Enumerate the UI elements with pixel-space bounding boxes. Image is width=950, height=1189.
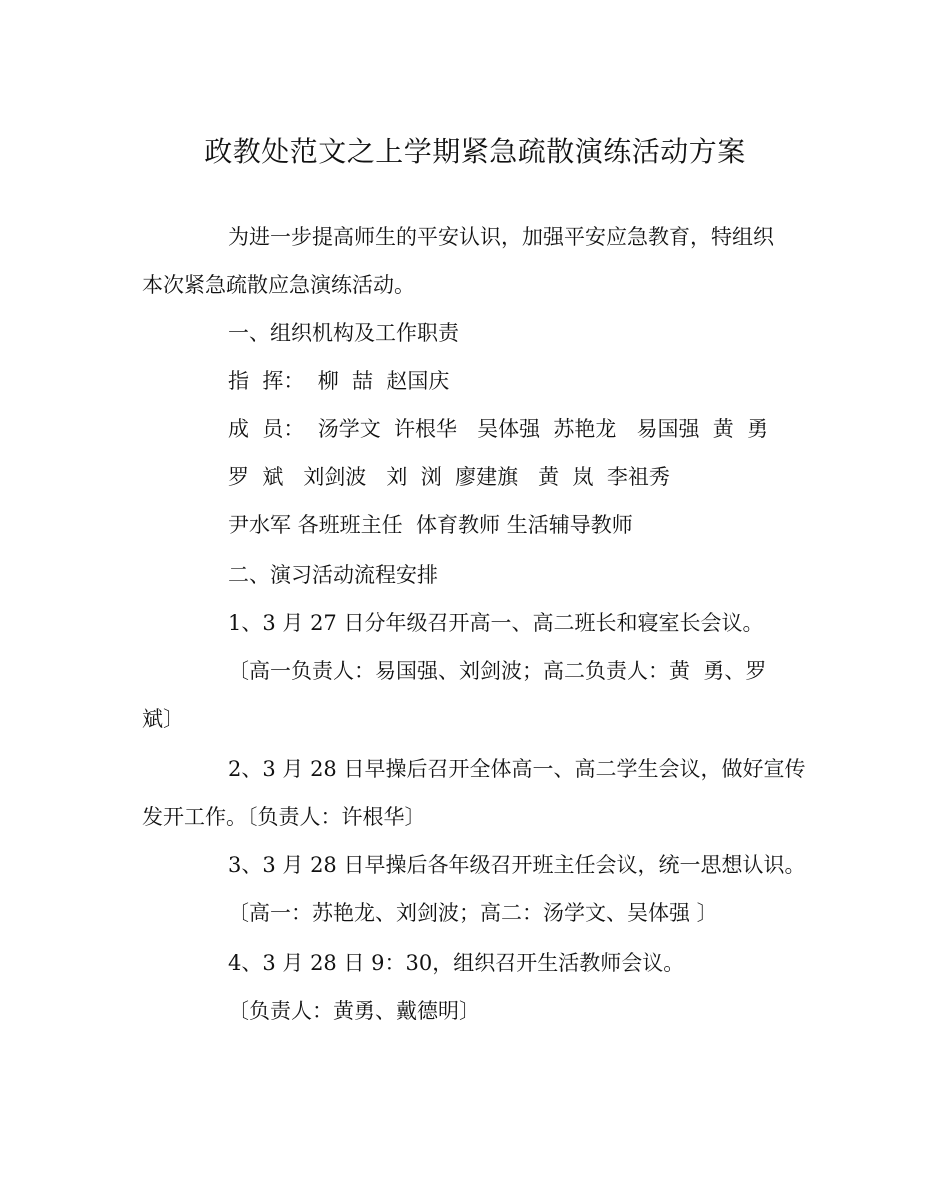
step-1-responsible-line-1: 〔高一负责人：易国强、刘剑波；高二负责人：黄 勇、罗 xyxy=(228,659,767,683)
step-3-line: 3、3 月 28 日早操后各年级召开班主任会议，统一思想认识。 xyxy=(228,853,806,877)
members-line-1: 成 员： 汤学文 许根华 吴体强 苏艳龙 易国强 黄 勇 xyxy=(228,417,769,441)
step-1-line: 1、3 月 27 日分年级召开高一、高二班长和寝室长会议。 xyxy=(228,611,764,635)
step-3-responsible-line: 〔高一：苏艳龙、刘剑波；高二：汤学文、吴体强 〕 xyxy=(228,901,718,925)
members-line-2: 罗 斌 刘剑波 刘 浏 廖建旗 黄 岚 李祖秀 xyxy=(228,465,670,489)
intro-paragraph-line-1: 为进一步提高师生的平安认识，加强平安应急教育，特组织 xyxy=(228,225,774,249)
step-4-line: 4、3 月 28 日 9：30，组织召开生活教师会议。 xyxy=(228,951,685,975)
step-2-line-2: 发开工作。〔负责人：许根华〕 xyxy=(142,805,426,829)
step-2-line-1: 2、3 月 28 日早操后召开全体高一、高二学生会议，做好宣传 xyxy=(228,757,806,781)
commander-line: 指 挥： 柳 喆 赵国庆 xyxy=(228,369,450,393)
members-line-3: 尹水军 各班班主任 体育教师 生活辅导教师 xyxy=(228,513,633,537)
step-1-responsible-line-2: 斌〕 xyxy=(142,707,184,731)
step-4-responsible-line: 〔负责人：黄勇、戴德明〕 xyxy=(228,999,480,1023)
intro-paragraph-line-2: 本次紧急疏散应急演练活动。 xyxy=(142,273,415,297)
section-heading-procedure: 二、演习活动流程安排 xyxy=(228,563,438,587)
section-heading-organization: 一、组织机构及工作职责 xyxy=(228,321,459,345)
document-title: 政教处范文之上学期紧急疏散演练活动方案 xyxy=(204,135,746,168)
